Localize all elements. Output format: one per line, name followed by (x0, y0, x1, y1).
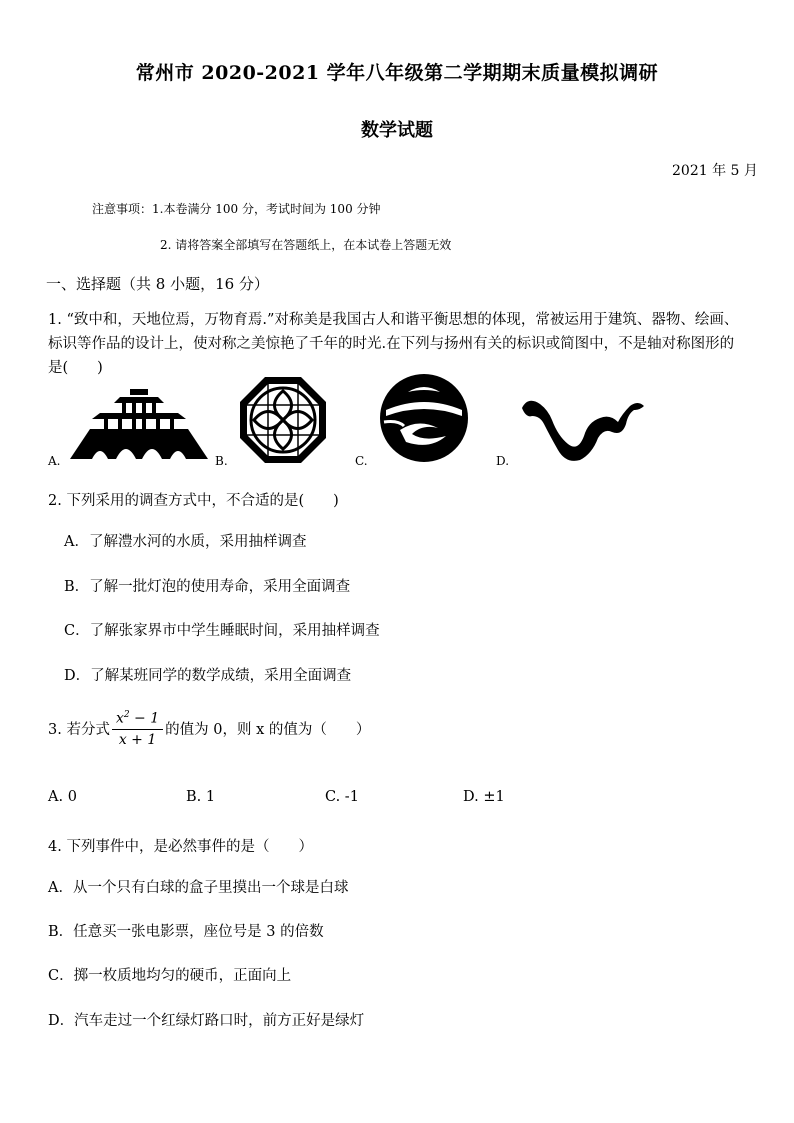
pavilion-icon (70, 385, 208, 463)
exam-subtitle: 数学试题 (361, 120, 433, 141)
q1-option-b-label: B. (215, 454, 228, 468)
circular-emblem-icon (378, 372, 470, 464)
q3-fraction (112, 710, 163, 748)
q3-option-a: A. 0 (48, 789, 77, 805)
q1-option-a-label: A. (48, 454, 61, 468)
q3-num-rest: − 1 (134, 710, 160, 727)
q3-num-base: x (115, 710, 124, 727)
q3-denominator: x + 1 (118, 731, 157, 748)
q3-option-d: D. ±1 (463, 789, 505, 805)
q3-num-exp: 2 (123, 710, 130, 720)
q1-option-c-label: C. (355, 454, 368, 468)
q2-option-a: A．了解澧水河的水质，采用抽样调查 (64, 534, 307, 550)
question-1-text: 1. “致中和，天地位焉，万物育焉.”对称美是我国古人和谐平衡思想的体现，常被运用于建筑、器物、绘画、标识等作品的设计上，使对称之美惊艳了千年的时光.在下列与扬州有关的标识或简图中，不是轴对称图形的是( ) (48, 312, 739, 376)
octagon-window-icon (238, 375, 328, 465)
question-2-stem: 2. 下列采用的调查方式中，不合适的是( ) (48, 493, 339, 509)
q2-option-b: B．了解一批灯泡的使用寿命，采用全面调查 (64, 579, 351, 595)
q3-numerator (112, 710, 163, 730)
q3-suffix: 的值为 0，则 x 的值为（ ） (165, 722, 371, 739)
question-4-stem: 4. 下列事件中，是必然事件的是（ ） (48, 839, 313, 855)
q4-option-b: B．任意买一张电影票，座位号是 3 的倍数 (48, 924, 324, 940)
q4-option-d: D．汽车走过一个红绿灯路口时，前方正好是绿灯 (48, 1013, 365, 1029)
exam-title: 常州市 2020-2021 学年八年级第二学期期末质量模拟调研 (135, 62, 659, 84)
section-heading: 一、选择题（共 8 小题，16 分） (46, 275, 269, 293)
q3-option-c: C. -1 (325, 789, 359, 805)
q2-option-d: D．了解某班同学的数学成绩，采用全面调查 (64, 668, 352, 684)
q1-option-d-label: D. (496, 454, 510, 468)
question-3-stem (48, 710, 370, 748)
notice-line-1: 注意事项：1.本卷满分 100 分，考试时间为 100 分钟 (92, 202, 381, 216)
notice-line-2: 2. 请将答案全部填写在答题纸上，在本试卷上答题无效 (160, 238, 452, 252)
q3-option-b: B. 1 (186, 789, 216, 805)
q4-option-c: C．掷一枚质地均匀的硬币，正面向上 (48, 968, 292, 984)
q3-prefix: 3. 若分式 (48, 722, 110, 739)
exam-date: 2021 年 5 月 (672, 163, 758, 179)
q4-option-a: A．从一个只有白球的盒子里摸出一个球是白球 (48, 880, 349, 896)
q2-option-c: C．了解张家界市中学生睡眠时间，采用抽样调查 (64, 623, 380, 639)
dragon-silhouette-icon (518, 392, 646, 464)
